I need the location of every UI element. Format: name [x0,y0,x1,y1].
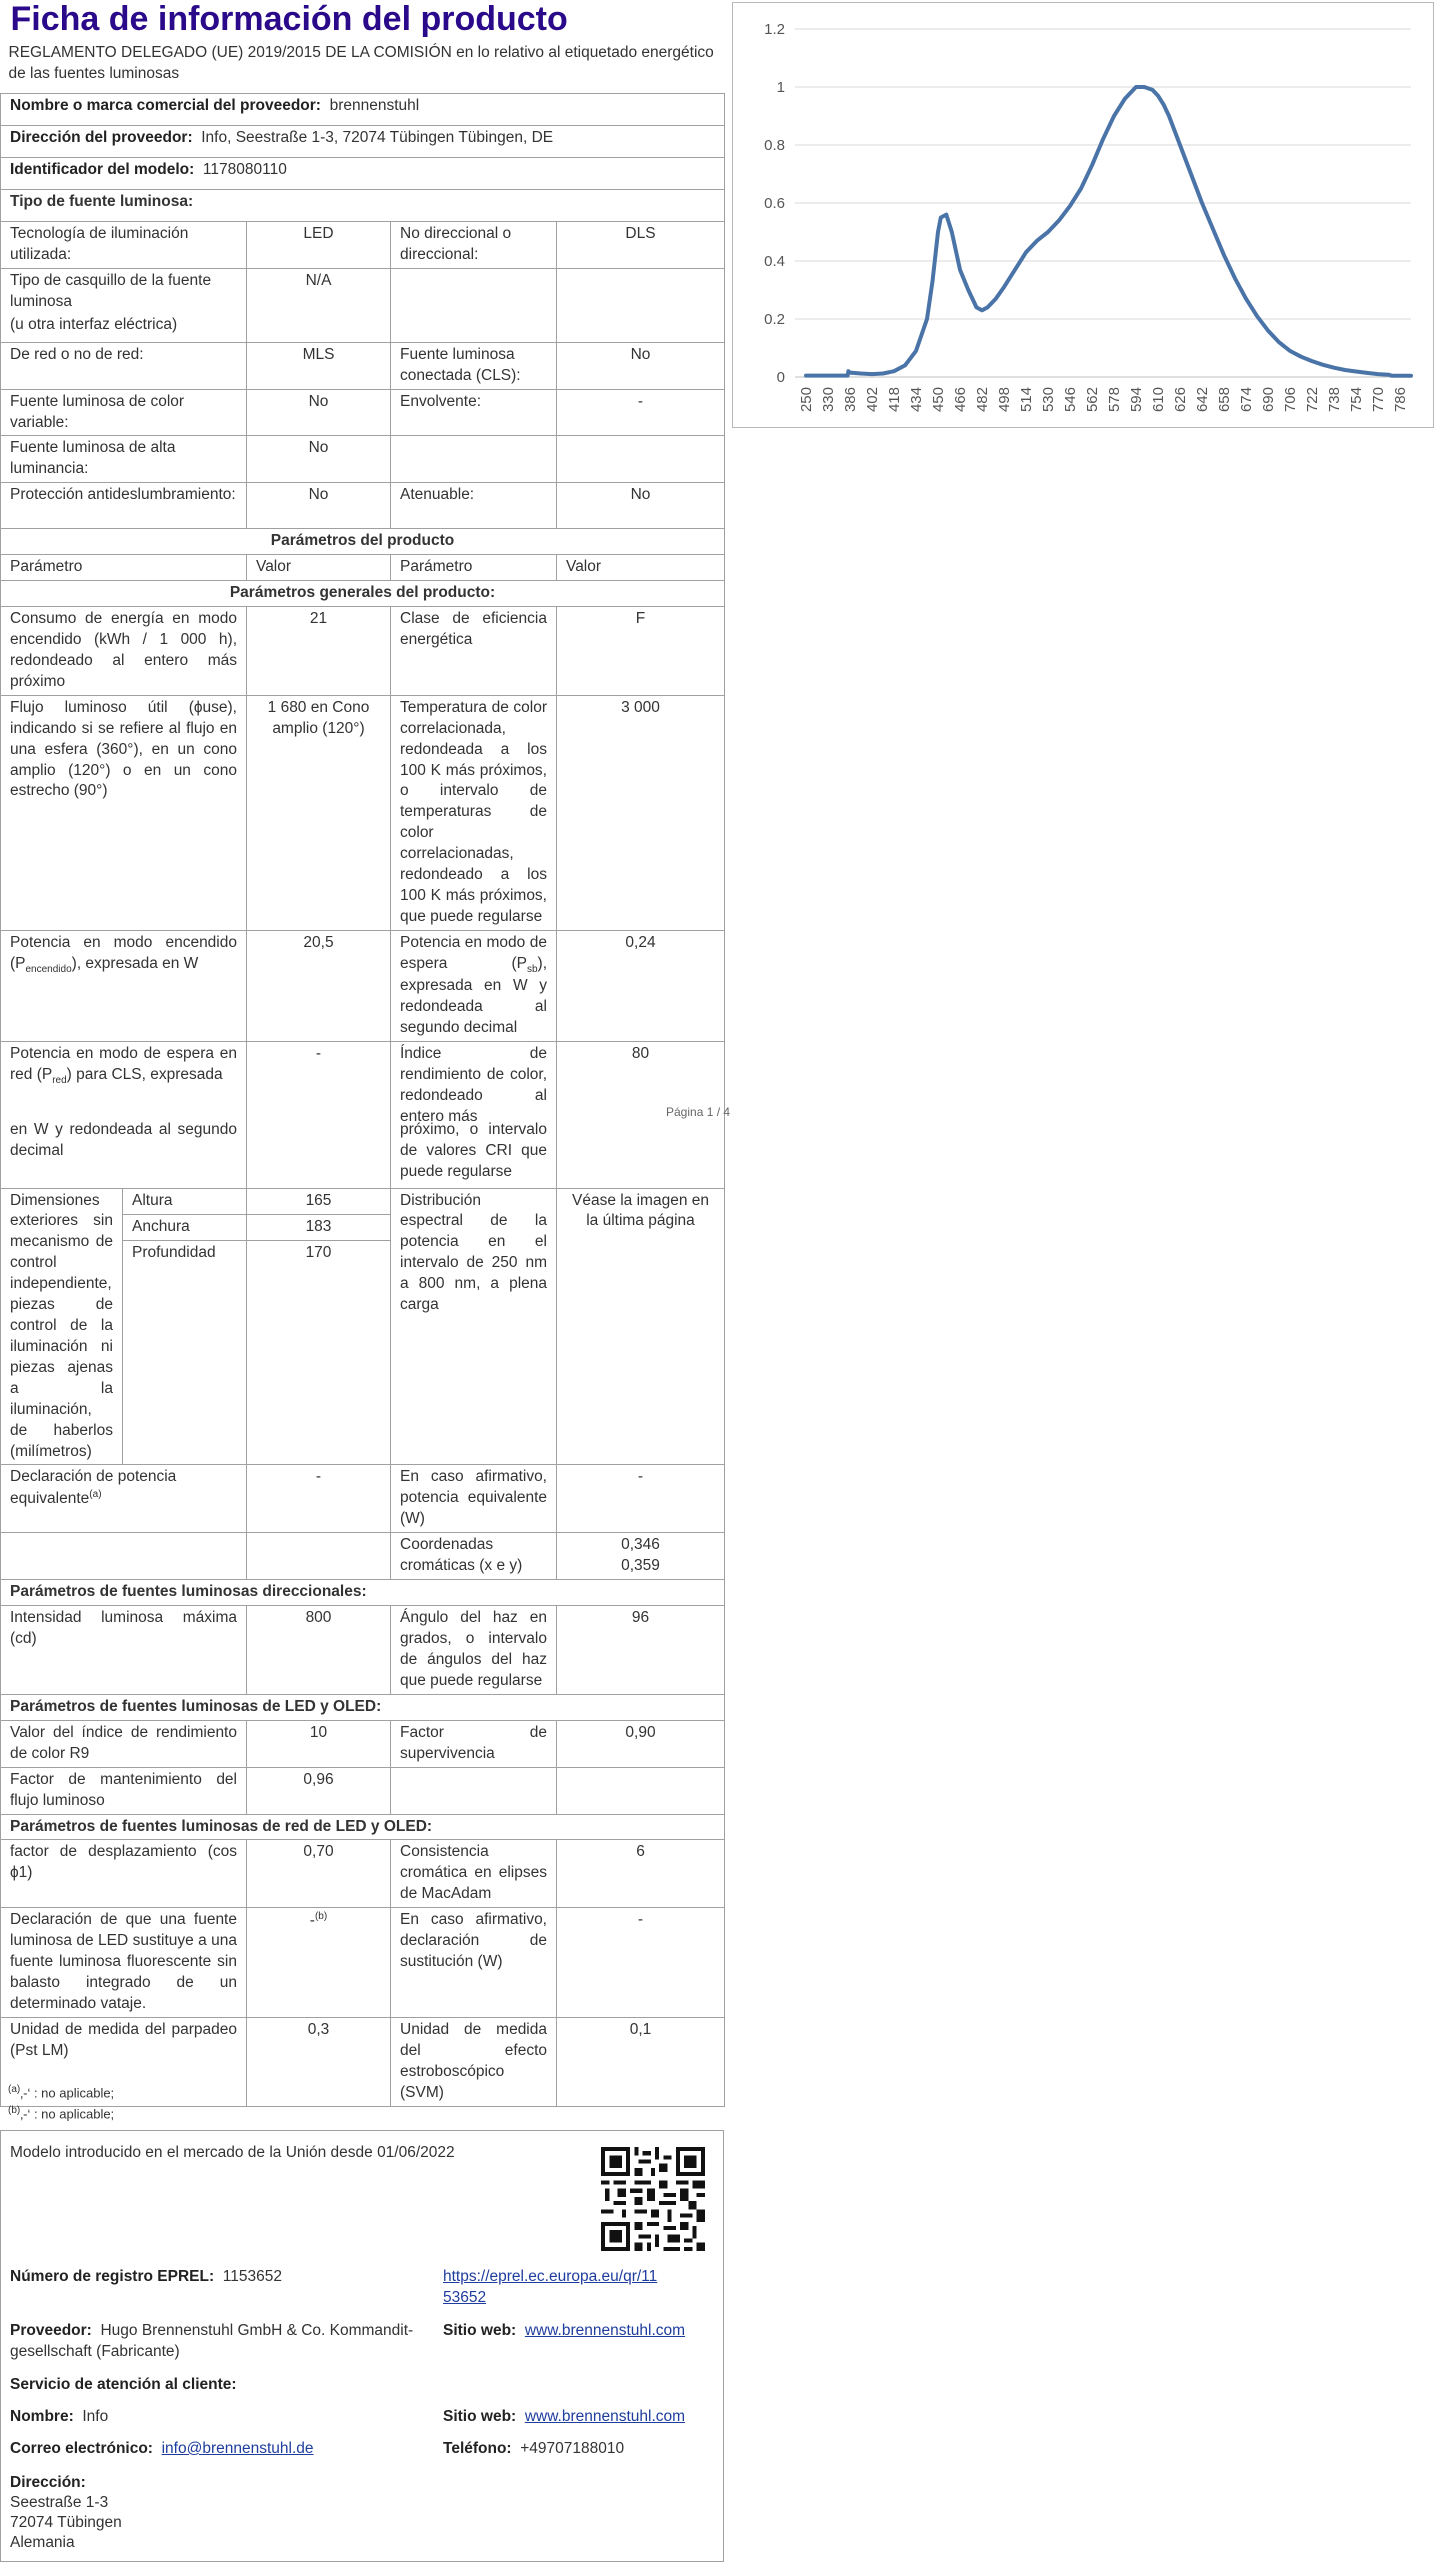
width-label: Anchura [123,1214,247,1240]
ls-value: No [247,436,391,483]
efficiency-value: F [557,607,725,696]
y-tick-label: 1 [776,79,785,96]
ls-label: No direccional o direccional: [391,221,557,268]
provider: Proveedor: Hugo Brennenstuhl GmbH & Co. Kommandit- gesellschaft (Fabricante) [10,2322,414,2360]
footnotes [8,2082,114,2125]
address-value: Info, Seestraße 1-3, 72074 Tübingen Tübingen, DE [201,128,554,146]
x-tick-label: 402 [864,387,881,413]
eprel-number: Número de registro EPREL: 1153652 [10,2268,282,2285]
flicker-value: 0,3 [247,2018,391,2107]
customer-service-heading: Servicio de atención al cliente: [10,2376,237,2393]
ls-value: No [247,389,391,436]
x-tick-label: 690 [1260,387,1277,413]
replacement-value: - [557,1908,725,2018]
energy-label: Consumo de energía en modo encendido (kWh / 1 000 h), redondeado al entero más próximo [1,607,247,696]
ls-row [1,268,725,342]
ls-value: DLS [557,221,725,268]
ls-value [557,268,725,342]
equiv-power-label: En caso afirmativo, potencia equivalente (W) [391,1465,557,1533]
ls-label [391,268,557,342]
chroma-value: 0,346 0,359 [557,1533,725,1580]
flicker-label: Unidad de medida del parpadeo (Pst LM) [1,2018,247,2107]
regulation-text: REGLAMENTO DELEGADO (UE) 2019/2015 DE LA COMISIÓN en lo relativo al etiquetado energético de las fuentes luminosas [8,44,714,83]
col-value-header: Valor [247,555,391,581]
ls-value: No [557,342,725,389]
ls-row [1,342,725,389]
supplier-label: Nombre o marca comercial del proveedor: [10,96,321,114]
ls-label: Tecnología de iluminación utilizada: [1,221,247,268]
spectrum-series-line [806,87,1411,376]
contact-name: Nombre: Info [10,2408,109,2425]
spd-label: Distribución espectral de la potencia en el intervalo de 250 nm a 800 nm, a plena carga [391,1188,557,1465]
y-tick-label: 0.8 [764,137,785,154]
directional-heading: Parámetros de fuentes luminosas direccionales: [1,1580,725,1606]
dimensions-label: Dimensiones exteriores sin mecanismo de control independiente, piezas de control de la iluminación ni piezas ajenas a la iluminación, de haberlos (milímetros) [1,1188,123,1465]
ls-label: Envolvente: [391,389,557,436]
height-value: 165 [247,1188,391,1214]
depth-value: 170 [247,1241,391,1465]
chroma-label: Coordenadas cromáticas (x e y) [391,1533,557,1580]
col-value-header: Valor [557,555,725,581]
socket-note: (u otra interfaz eléctrica) [10,315,178,333]
cri-label-cont: próximo, o intervalo de valores CRI que puede regularse [391,1118,557,1188]
ls-row [1,436,725,483]
address-label: Dirección del proveedor: [10,128,193,146]
standby-value: 0,24 [557,930,725,1041]
product-info-table-bottom [0,1118,725,2107]
y-tick-label: 0.4 [764,253,785,270]
ls-label: Atenuable: [391,483,557,529]
flux-value: 1 680 en Cono amplio (120°) [247,695,391,930]
col-param-header: Parámetro [1,555,247,581]
ls-value [557,436,725,483]
ls-value: N/A [247,268,391,342]
x-tick-label: 482 [974,387,991,413]
energy-value: 21 [247,607,391,696]
beam-angle-label: Ángulo del haz en grados, o intervalo de ángulos del haz que puede regularse [391,1606,557,1695]
power-on-value: 20,5 [247,930,391,1041]
service-website-link[interactable]: www.brennenstuhl.com [524,2408,686,2425]
ls-row [1,389,725,436]
cct-label: Temperatura de color correlacionada, redondeada a los 100 K más próximos, o intervalo de temperaturas de color correlacionadas, redondeado a los 100 K más próximos, que puede regularse [391,695,557,930]
cri-value: 80 [557,1042,725,1130]
intensity-value: 800 [247,1606,391,1695]
net-standby-value: - [247,1042,391,1130]
contact-address: Dirección: Seestraße 1-3 72074 Tübingen Alemania [10,2474,122,2552]
x-tick-label: 330 [820,387,837,413]
width-value: 183 [247,1214,391,1240]
beam-angle-value: 96 [557,1606,725,1695]
x-tick-label: 610 [1150,387,1167,413]
y-tick-label: 0 [776,369,785,386]
depth-label: Profundidad [123,1241,247,1465]
retrofit-value: -$^{(b)}$ [247,1908,391,2018]
col-param-header: Parámetro [391,555,557,581]
spd-value: Véase la imagen en la última página [557,1188,725,1465]
light-source-type-heading: Tipo de fuente luminosa: [1,189,725,221]
contact-phone: Teléfono: +49707188010 [443,2440,625,2457]
survival-value: 0,90 [557,1720,725,1767]
ls-value: LED [247,221,391,268]
survival-label: Factor de supervivencia [391,1720,557,1767]
ls-value: MLS [247,342,391,389]
ls-value: - [557,389,725,436]
efficiency-label: Clase de eficiencia energética [391,607,557,696]
y-tick-label: 0.6 [764,195,785,212]
contact-email: Correo electrónico: info@brennenstuhl.de [10,2440,314,2457]
power-on-label: Potencia en modo encendido $(P_{encendido})$, expresada en W [1,930,247,1041]
ls-label [391,436,557,483]
x-tick-label: 706 [1282,387,1299,413]
x-tick-label: 498 [996,387,1013,413]
retrofit-label: Declaración de que una fuente luminosa de LED sustituye a una fuente luminosa fluorescente sin balasto integrado de un determinado vataje. [1,1908,247,2018]
x-tick-label: 546 [1062,387,1079,413]
x-tick-label: 514 [1018,387,1035,413]
displacement-label: factor de desplazamiento (cos ϕ1) [1,1840,247,1908]
qr-code-icon[interactable] [601,2147,705,2251]
x-tick-label: 386 [842,387,859,413]
x-tick-label: 786 [1392,387,1409,413]
model-value: 1178080110 [202,160,287,178]
net-standby-label-cont: en W y redondeada al segundo decimal [1,1118,247,1188]
net-standby-label: Potencia en modo de espera en red $(P_{red})$ para CLS, expresada [1,1042,247,1130]
x-tick-label: 674 [1238,387,1255,413]
x-tick-label: 594 [1128,387,1145,413]
x-tick-label: 626 [1172,387,1189,413]
model-label: Identificador del modelo: [10,160,195,178]
ls-value: No [247,483,391,529]
spectrum-chart-svg [733,3,1433,427]
ls-row [1,483,725,529]
service-website: Sitio web: www.brennenstuhl.com [443,2408,686,2425]
ls-label: De red o no de red: [1,342,247,389]
page-number: Página 1 / 4 [666,1105,731,1119]
x-tick-label: 250 [798,387,815,413]
provider-website: Sitio web: www.brennenstuhl.com [443,2322,686,2339]
x-tick-label: 466 [952,387,969,413]
ls-value: No [557,483,725,529]
x-tick-label: 530 [1040,387,1057,413]
equiv-power-value: - [557,1465,725,1533]
ls-row [1,221,725,268]
ls-label: Fuente luminosa de alta luminancia: [1,436,247,483]
cct-value: 3 000 [557,695,725,930]
x-tick-label: 754 [1348,387,1365,413]
general-params-heading: Parámetros generales del producto: [1,581,725,607]
email-link[interactable]: info@brennenstuhl.de [161,2440,314,2457]
displacement-value: 0,70 [247,1840,391,1908]
provider-website-link[interactable]: www.brennenstuhl.com [524,2322,686,2339]
ls-label: Protección antideslumbramiento: [1,483,247,529]
y-tick-label: 0.2 [764,311,785,328]
led-params-heading: Parámetros de fuentes luminosas de LED y OLED: [1,1694,725,1720]
spectrum-chart [732,2,1434,428]
height-label: Altura [123,1188,247,1214]
r9-value: 10 [247,1720,391,1767]
ls-label: Tipo de casquillo de la fuente luminosa [10,271,212,310]
footnote: $^{(a)}$‚-‘ : no aplicable; [8,2084,115,2101]
replacement-label: En caso afirmativo, declaración de sustitución (W) [391,1908,557,2018]
macadam-value: 6 [557,1840,725,1908]
x-tick-label: 562 [1084,387,1101,413]
x-tick-label: 642 [1194,387,1211,413]
x-tick-label: 658 [1216,387,1233,413]
mains-led-heading: Parámetros de fuentes luminosas de red de LED y OLED: [1,1814,725,1840]
standby-label: Potencia en modo de espera $(P_{sb})$, expresada en W y redondeada al segundo decimal [391,930,557,1041]
x-tick-label: 738 [1326,387,1343,413]
supplier-value: brennenstuhl [329,96,420,114]
x-tick-label: 418 [886,387,903,413]
page-title: Ficha de información del producto [10,0,568,38]
intensity-label: Intensidad luminosa máxima (cd) [1,1606,247,1695]
macadam-label: Consistencia cromática en elipses de MacAdam [391,1840,557,1908]
eprel-info-box [0,2130,724,2562]
product-info-table-top [0,0,725,1130]
ls-label: Fuente luminosa de color variable: [1,389,247,436]
stroboscopic-value: 0,1 [557,2018,725,2107]
ls-label: Fuente luminosa conectada (CLS): [391,342,557,389]
maintenance-value: 0,96 [247,1767,391,1814]
maintenance-label: Factor de mantenimiento del flujo luminoso [1,1767,247,1814]
x-tick-label: 770 [1370,387,1387,413]
footnote: $^{(b)}$‚-‘ : no aplicable; [8,2105,115,2122]
market-intro-text: Modelo introducido en el mercado de la Unión desde 01/06/2022 [10,2144,455,2161]
y-tick-label: 1.2 [764,21,785,38]
r9-label: Valor del índice de rendimiento de color R9 [1,1720,247,1767]
product-params-heading: Parámetros del producto [1,529,725,555]
x-tick-label: 450 [930,387,947,413]
flux-label: Flujo luminoso útil (ϕuse), indicando si se refiere al flujo en una esfera (360°), en un cono amplio (120°) o en un cono estrecho (90°) [1,695,247,930]
equiv-label: Declaración de potencia equivalente$^{(a)}$ [1,1465,247,1533]
equiv-value: - [247,1465,391,1533]
eprel-link[interactable]: https://eprel.ec.europa.eu/qr/11 53652 [443,2268,658,2306]
x-tick-label: 578 [1106,387,1123,413]
stroboscopic-label: Unidad de medida del efecto estroboscópico (SVM) [391,2018,557,2107]
x-tick-label: 722 [1304,387,1321,413]
x-tick-label: 434 [908,387,925,413]
cri-label: Índice de rendimiento de color, redondeado al entero más [391,1042,557,1130]
